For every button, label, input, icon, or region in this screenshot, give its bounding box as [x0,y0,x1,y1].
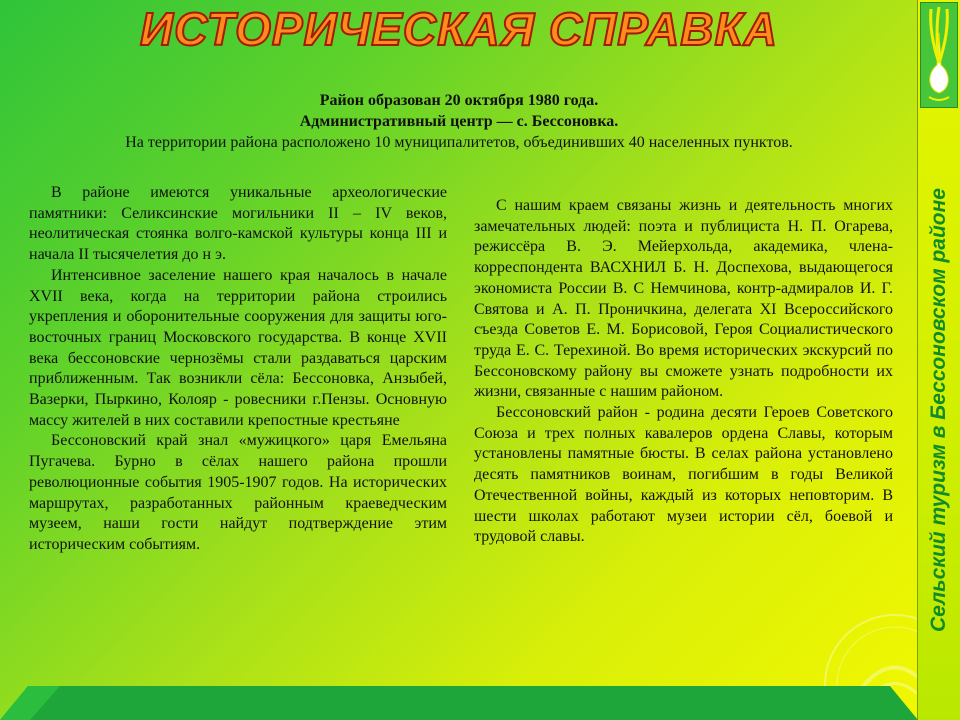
paragraph-pugachev: Бессоновский край знал «мужицкого» царя Емельяна Пугачева. Бурно в сёлах нашего района прошли революционные события 1905-1907 годов. На исторических маршрутах, разработанных районным краеведческим музеем, наши гости найдут подтверждение этим историческим событиям. [29,432,447,553]
intro-block [0,90,918,153]
paragraph-heroes: Бессоновский район - родина десяти Героев Советского Союза и трех полных кавалеров ордена Славы, которым установлены памятные бюсты. В селах района установлено десять памятников воинам, погибшим в годы Великой Отечественной войны, каждый из которых неповторим. В шести школах работают музеи истории сёл, боевой и трудовой славы. [474,404,893,546]
intro-line-municipalities: На территории района расположено 10 муниципалитетов, объединивших 40 населенных пунктов. [125,134,793,151]
paragraph-archaeology: В районе имеются уникальные археологические памятники: Селиксинские могильники II – IV веков, неолитическая стоянка волго-камской культуры конца III и начала II тысячелетия до н э. [29,184,447,264]
bottom-decor [0,686,918,720]
paragraph-settlement: Интенсивное заселение нашего края началось в начале XVII века, когда на территории района строились укрепления и оборонительные сооружения для защиты юго-восточных границ Московского государства. В конце XVII века бессоновские чернозёмы стали раздаваться царским приближенным. Так возникли сёла: Бессоновка, Анзыбей, Вазерки, Пыркино, Колояр - ровесники г.Пензы. Основную массу жителей в них составили крепостные крестьяне [29,266,447,429]
sidebar [917,0,960,720]
intro-line-center: Административный центр — с. Бессоновка. [299,113,619,130]
paragraph-notable-people: С нашим краем связаны жизнь и деятельность многих замечательных людей: поэта и публициста Н. П. Огарева, режиссёра В. Э. Мейерхольда, академика, члена-корреспондента ВАСХНИЛ Б. Н. Доспехова, выдающегося экономиста России В. С Немчинова, контр-адмиралов И. Г. Святова и А. П. Проничкина, делегата XI Всероссийского съезда Советов Е. М. Борисовой, Героя Социалистического труда Е. С. Терехиной. Во время исторических экскурсий по Бессоновскому району вы сможете узнать подробности их жизни, связанные с нашим районом. [474,197,893,401]
sidebar-caption: Сельский туризм в Бессоновском районе [927,188,950,632]
logo-box [920,2,958,108]
onion-logo-icon [921,3,957,107]
right-column [474,196,893,548]
left-column [29,183,447,556]
intro-line-date: Район образован 20 октября 1980 года. [319,92,599,109]
slide-title: ИСТОРИЧЕСКАЯ СПРАВКА [140,3,778,55]
